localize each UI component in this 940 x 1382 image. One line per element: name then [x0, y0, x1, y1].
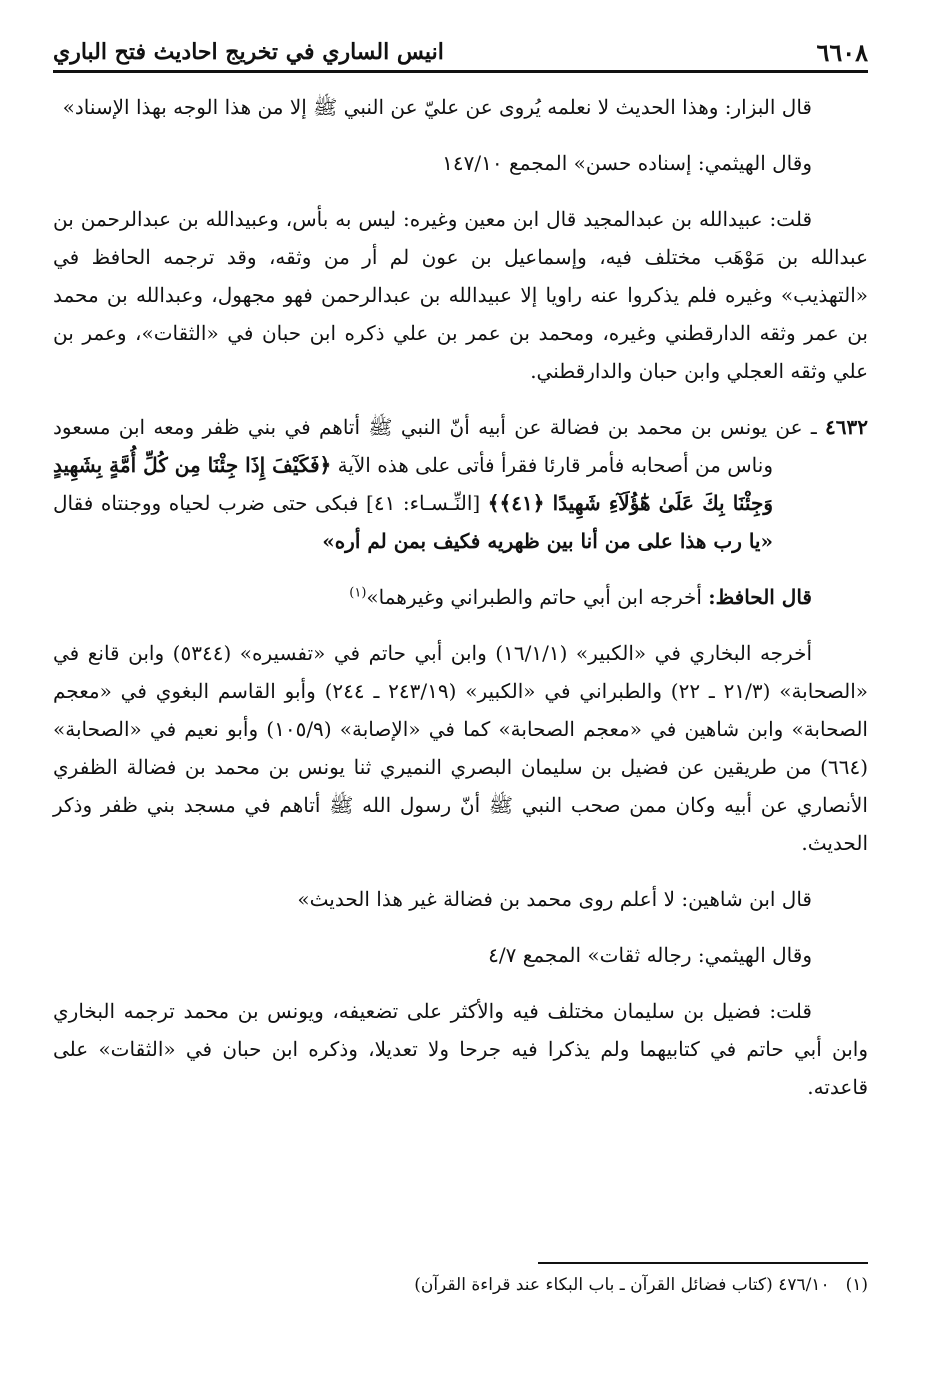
paragraph-bazzar: قال البزار: وهذا الحديث لا نعلمه يُروى عن عليّ عن النبي ﷺ إلا من هذا الوجه بهذا الإسناد»	[62, 95, 812, 119]
paragraph-qultu-1: قلت: عبيدالله بن عبدالمجيد قال ابن معين وغيره: ليس به بأس، وعبيدالله بن عبدالرحمن بن عبدالله بن مَوْهَب مختلف فيه، وإسماعيل بن عون لم أر من وثقه، وقد ترجمه الحافظ في «التهذيب» وغيره فلم يذكروا عنه راويا إلا عبيدالله بن عبدالرحمن فهو مجهول، وعبدالله بن محمد بن عمر وثقه الدارقطني وغيره، ومحمد بن عمر بن علي ذكره ابن حبان في «الثقات»، وعمر بن علي وثقه العجلي وابن حبان والدارقطني.	[53, 207, 868, 383]
hadith-quote: «يا رب هذا على من أنا بين ظهريه فكيف بمن لم أره»	[322, 529, 773, 553]
page-header	[53, 34, 868, 73]
paragraph-ibn-shahin: قال ابن شاهين: لا أعلم روى محمد بن فضالة غير هذا الحديث»	[297, 887, 812, 911]
paragraph-hafiz	[53, 578, 868, 616]
hadith-text-b: فبكى حتى ضرب لحياه ووجنتاه فقال	[53, 491, 359, 515]
footnote-divider	[538, 1262, 868, 1264]
hadith-text-a: ـ عن يونس بن محمد بن فضالة عن أبيه أنّ النبي ﷺ أتاهم في بني ظفر ومعه ابن مسعود وناس من أصحابه فأمر قارئا فقرأ فأتى على هذه الآية	[53, 415, 826, 477]
paragraph-haythami-2: وقال الهيثمي: رجاله ثقات» المجمع ٤/٧	[488, 943, 812, 967]
footnote-marker: (١)	[349, 585, 367, 601]
ayah-reference: [النِّـسـاء: ٤١]	[358, 491, 488, 515]
hafiz-text: أخرجه ابن أبي حاتم والطبراني وغيرهما»	[366, 585, 709, 609]
paragraph-haythami-1: وقال الهيثمي: إسناده حسن» المجمع ١٤٧/١٠	[442, 151, 812, 175]
hadith-block	[53, 408, 868, 560]
page-content	[53, 88, 868, 1124]
paragraph-qultu-2: قلت: فضيل بن سليمان مختلف فيه والأكثر على تضعيفه، ويونس بن محمد ترجمه البخاري وابن أبي حاتم في كتابيهما ولم يذكرا فيه جرحا ولا تعديلا، وذكره ابن حبان في «الثقات» على قاعدته.	[53, 999, 868, 1099]
paragraph-takhrij: أخرجه البخاري في «الكبير» (١٦/١/١) وابن أبي حاتم في «تفسيره» (٥٣٤٤) وابن قانع في «الصحابة» (٢١/٣ ـ ٢٢) والطبراني في «الكبير» (٢٤٣/١٩ ـ ٢٤٤) وأبو القاسم البغوي في «معجم الصحابة» وابن شاهين في «معجم الصحابة» كما في «الإصابة» (١٠٥/٩) وأبو نعيم في «الصحابة» (٦٦٤) من طريقين عن فضيل بن سليمان البصري النميري ثنا يونس بن محمد بن فضالة الظفري الأنصاري عن أبيه وكان ممن صحب النبي ﷺ أنّ رسول الله ﷺ أتاهم في مسجد بني ظفر وذكر الحديث.	[53, 641, 868, 855]
hadith-body	[53, 408, 868, 560]
book-title: انيس الساري في تخريج احاديث فتح الباري	[53, 39, 444, 65]
quran-ayah: ﴿فَكَيْفَ إِذَا جِئْنَا مِن كُلِّ أُمَّةٍ بِشَهِيدٍ وَجِئْنَا بِكَ عَلَىٰ هَٰٓؤُلَآءِ شَهِيدًا ﴿٤١﴾﴾	[53, 453, 773, 515]
hafiz-label: قال الحافظ:	[708, 585, 812, 609]
hadith-number: ٤٦٣٢	[825, 415, 868, 439]
hadith-text	[53, 408, 868, 560]
page-number: ٦٦٠٨	[816, 37, 868, 67]
footnote	[72, 1270, 868, 1300]
footnote-number: (١)	[845, 1275, 868, 1295]
footnote-text: ٤٧٦/١٠ (كتاب فضائل القرآن ـ باب البكاء عند قراءة القرآن)	[414, 1275, 830, 1295]
